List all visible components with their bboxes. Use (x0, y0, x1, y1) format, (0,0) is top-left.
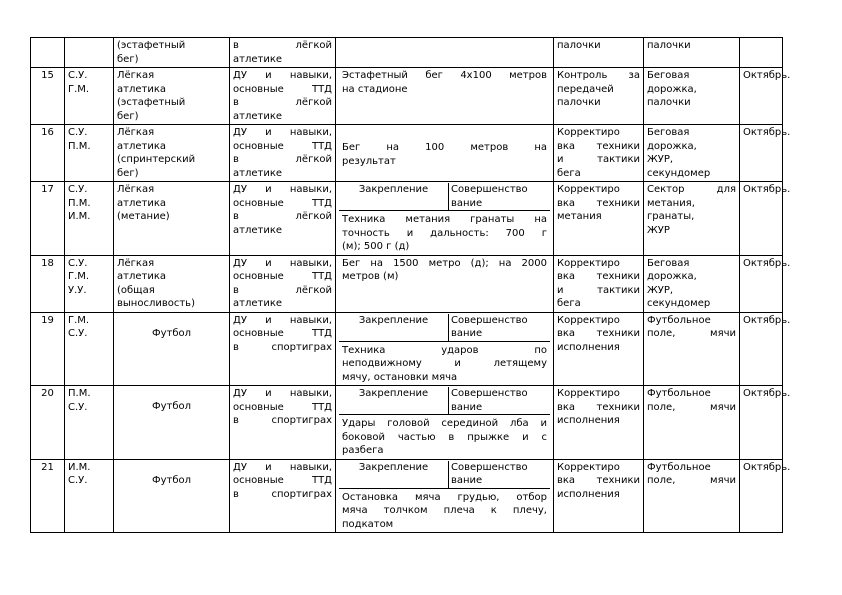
content-line: на стадионе (342, 83, 408, 95)
skill-line: ДУ и навыки, (233, 461, 332, 473)
month-label: Октябрь. (743, 257, 791, 269)
skill-line: атлетике (233, 110, 283, 122)
cell-section (114, 38, 230, 68)
improvement-text: Совершенство (451, 314, 528, 326)
section-line: Лёгкая (117, 70, 155, 81)
consolidation-label (339, 314, 449, 341)
content-line: Бег на 1500 метро (д); на 2000 (342, 257, 547, 269)
cell-month (740, 125, 791, 182)
control-line: исполнения (557, 415, 620, 426)
lesson-content (339, 491, 550, 532)
equipment-line: ЖУР, (647, 154, 674, 165)
month-label: Октябрь. (743, 70, 791, 81)
month-label: Октябрь. (743, 461, 791, 473)
skill-line: ДУ и навыки, (233, 314, 332, 326)
row-number: 17 (41, 184, 54, 195)
equipment-line: Беговая (647, 70, 690, 81)
cell-num (31, 68, 65, 125)
equipment-line: палочки (647, 40, 691, 51)
section-line: атлетика (117, 83, 166, 95)
cell-content (336, 386, 554, 460)
skill-line: в лёгкой (233, 40, 332, 51)
cell-month (740, 255, 791, 312)
cell-content (336, 38, 554, 68)
improvement-label (449, 387, 550, 414)
control-line: и тактики (557, 154, 640, 165)
team-initials: С.У. (68, 70, 88, 81)
team-initials: П.М. (68, 388, 91, 399)
team-initials: С.У. (68, 475, 88, 486)
table-row (31, 459, 783, 533)
cell-team (65, 38, 114, 68)
cell-team (65, 255, 114, 312)
table-row (31, 182, 783, 256)
section-line: Лёгкая (117, 257, 155, 269)
content-line: мячу, остановки мяча (342, 371, 458, 383)
content-line: неподвижному и летящему (342, 358, 547, 369)
team-initials: И.М. (68, 211, 91, 222)
equipment-line: Футбольное (647, 388, 711, 399)
cell-equipment (644, 125, 740, 182)
control-line: передачей (557, 83, 614, 95)
cell-control (554, 386, 644, 460)
cell-month (740, 386, 791, 460)
cell-team (65, 182, 114, 256)
equipment-line: секундомер (647, 298, 711, 309)
improvement-label (449, 314, 550, 341)
cell-equipment (644, 68, 740, 125)
control-line: Контроль за (557, 70, 640, 81)
cell-month (740, 182, 791, 256)
team-initials: Г.М. (68, 314, 90, 326)
equipment-line: дорожка, (647, 140, 697, 152)
content-line: подкатом (342, 518, 394, 530)
skill-line: в спортиграх (233, 415, 332, 426)
section-line: бег) (117, 110, 139, 122)
consolidation-text: Закрепление (358, 184, 429, 195)
improvement-label (449, 183, 550, 210)
skill-line: основные ТТД (233, 475, 332, 486)
control-line: вка техники (557, 328, 640, 339)
content-line: Бег на 100 метров на (342, 142, 547, 153)
section-line: (метание) (117, 211, 170, 222)
cell-content (336, 125, 554, 182)
control-line: палочки (557, 40, 601, 51)
cell-section (114, 459, 230, 533)
section-line: атлетика (117, 271, 166, 282)
skill-line: основные ТТД (233, 328, 332, 339)
content-line: метров (м) (342, 271, 399, 282)
equipment-line: поле, мячи (647, 475, 736, 486)
cell-team (65, 312, 114, 386)
cell-section (114, 182, 230, 256)
skill-line: атлетике (233, 298, 283, 309)
cell-content (336, 182, 554, 256)
table-row (31, 312, 783, 386)
content-line: результат (342, 155, 396, 167)
section-line: бег) (117, 167, 139, 179)
cell-equipment (644, 459, 740, 533)
row-number: 15 (41, 70, 54, 81)
content-line: Техника метания гранаты на (342, 214, 547, 225)
cell-team (65, 459, 114, 533)
control-line: вка техники (557, 271, 640, 282)
cell-control (554, 38, 644, 68)
equipment-line: Беговая (647, 257, 690, 269)
cell-skill (230, 459, 336, 533)
improvement-label (449, 461, 550, 488)
consolidation-label (339, 387, 449, 414)
cell-skill (230, 255, 336, 312)
content-line: точность и дальность: 700 г (342, 227, 547, 239)
section-line: бег) (117, 53, 139, 65)
consolidation-label (339, 461, 449, 488)
control-line: вка техники (557, 401, 640, 413)
cell-control (554, 182, 644, 256)
control-line: Корректиро (557, 184, 620, 195)
row-number: 18 (41, 257, 54, 269)
cell-control (554, 255, 644, 312)
skill-line: в спортиграх (233, 341, 332, 353)
team-initials: И.М. (68, 461, 91, 473)
control-line: вка техники (557, 140, 640, 152)
content-line: Остановка мяча грудью, отбор (342, 491, 547, 503)
row-number: 19 (41, 314, 54, 326)
lesson-content (339, 344, 550, 385)
cell-num (31, 125, 65, 182)
control-line: вка техники (557, 197, 640, 209)
lesson-content (339, 257, 550, 284)
control-line: Корректиро (557, 314, 620, 326)
control-line: исполнения (557, 488, 620, 500)
section-line: выносливость) (117, 298, 195, 309)
cell-control (554, 459, 644, 533)
equipment-line: Футбольное (647, 314, 711, 326)
control-line: вка техники (557, 475, 640, 486)
table-row (31, 386, 783, 460)
content-line: Эстафетный бег 4х100 метров (342, 70, 547, 81)
table-row (31, 125, 783, 182)
section-line: Лёгкая (117, 184, 155, 195)
cell-num (31, 38, 65, 68)
skill-line: в лёгкой (233, 97, 332, 108)
cell-content (336, 312, 554, 386)
equipment-line: гранаты, (647, 211, 695, 222)
improvement-text: Совершенство (451, 184, 528, 195)
equipment-line: дорожка, (647, 271, 697, 282)
equipment-line: дорожка, (647, 83, 697, 95)
cell-skill (230, 386, 336, 460)
cell-equipment (644, 182, 740, 256)
sub-header (339, 314, 550, 342)
sub-header (339, 183, 550, 211)
section-line: (эстафетный (117, 97, 186, 108)
row-number: 21 (41, 461, 54, 473)
cell-num (31, 255, 65, 312)
content-line: Техника ударов по (342, 344, 547, 356)
equipment-line: поле, мячи (647, 401, 736, 413)
control-line: Корректиро (557, 127, 620, 138)
skill-line: ДУ и навыки, (233, 70, 332, 81)
skill-line: основные ТТД (233, 197, 332, 209)
team-initials: С.У. (68, 257, 88, 269)
cell-control (554, 68, 644, 125)
lesson-content (339, 141, 550, 168)
cell-month (740, 459, 791, 533)
skill-line: в лёгкой (233, 211, 332, 222)
cell-month (740, 68, 791, 125)
skill-line: ДУ и навыки, (233, 184, 332, 195)
control-line: бега (557, 298, 581, 309)
cell-skill (230, 182, 336, 256)
cell-team (65, 386, 114, 460)
content-line: (м); 500 г (д) (342, 241, 410, 252)
cell-team (65, 68, 114, 125)
skill-line: ДУ и навыки, (233, 388, 332, 399)
cell-content (336, 68, 554, 125)
team-initials: С.У. (68, 184, 88, 195)
lesson-content (339, 417, 550, 458)
section-line: атлетика (117, 140, 166, 152)
skill-line: ДУ и навыки, (233, 257, 332, 269)
sub-header (339, 461, 550, 489)
skill-line: в лёгкой (233, 284, 332, 296)
skill-line: атлетике (233, 167, 283, 179)
month-label: Октябрь. (743, 184, 791, 195)
cell-section (114, 68, 230, 125)
equipment-line: поле, мячи (647, 328, 736, 339)
consolidation-text: Закрепление (358, 314, 429, 326)
skill-line: основные ТТД (233, 401, 332, 413)
improvement-text: вание (451, 475, 483, 486)
cell-skill (230, 68, 336, 125)
improvement-text: Совершенство (451, 461, 528, 473)
row-number: 20 (41, 388, 54, 399)
cell-num (31, 386, 65, 460)
section-line: Футбол (151, 474, 192, 486)
cell-control (554, 312, 644, 386)
lesson-content (339, 69, 550, 96)
equipment-line: палочки (647, 97, 691, 108)
equipment-line: Футбольное (647, 461, 711, 473)
section-line: Футбол (151, 327, 192, 339)
section-line: (общая (117, 284, 155, 296)
cell-section (114, 125, 230, 182)
control-line: бега (557, 167, 581, 179)
cell-control (554, 125, 644, 182)
team-initials: П.М. (68, 197, 91, 209)
equipment-line: Сектор для (647, 184, 736, 195)
content-line: боковой частью в прыжке и с (342, 431, 547, 443)
cell-content (336, 255, 554, 312)
cell-section (114, 312, 230, 386)
month-label: Октябрь. (743, 388, 791, 399)
cell-section (114, 386, 230, 460)
skill-line: основные ТТД (233, 83, 332, 95)
improvement-text: вание (451, 401, 483, 413)
section-line: Футбол (151, 401, 192, 412)
lesson-plan-table (30, 37, 791, 533)
control-line: Корректиро (557, 388, 620, 399)
cell-month (740, 312, 791, 386)
skill-line: атлетике (233, 224, 283, 236)
skill-line: в спортиграх (233, 488, 332, 500)
consolidation-text: Закрепление (358, 388, 429, 399)
team-initials: Г.М. (68, 271, 90, 282)
content-line: мяча толчком плеча к плечу, (342, 505, 547, 516)
control-line: метания (557, 211, 602, 222)
equipment-line: ЖУР, (647, 284, 674, 296)
improvement-text: вание (451, 197, 483, 209)
control-line: Корректиро (557, 257, 620, 269)
consolidation-label (339, 183, 449, 210)
skill-line: основные ТТД (233, 271, 332, 282)
consolidation-text: Закрепление (358, 461, 429, 473)
team-initials: С.У. (68, 401, 88, 413)
control-line: палочки (557, 97, 601, 108)
team-initials: Г.М. (68, 83, 90, 95)
cell-skill (230, 38, 336, 68)
content-line: разбега (342, 445, 384, 456)
skill-line: в лёгкой (233, 154, 332, 165)
equipment-line: Беговая (647, 127, 690, 138)
cell-section (114, 255, 230, 312)
skill-line: ДУ и навыки, (233, 127, 332, 138)
equipment-line: метания, (647, 197, 695, 209)
row-number: 16 (41, 127, 54, 138)
month-label: Октябрь. (743, 314, 791, 326)
section-line: (эстафетный (117, 40, 186, 51)
team-initials: С.У. (68, 127, 88, 138)
equipment-line: ЖУР (647, 224, 670, 236)
cell-content (336, 459, 554, 533)
content-line: Удары головой серединой лба и (342, 418, 547, 429)
sub-header (339, 387, 550, 415)
improvement-text: Совершенство (451, 388, 528, 399)
cell-num (31, 459, 65, 533)
team-initials: С.У. (68, 328, 88, 339)
section-line: атлетика (117, 197, 166, 209)
improvement-text: вание (451, 328, 483, 339)
cell-num (31, 182, 65, 256)
section-line: Лёгкая (117, 127, 155, 138)
cell-month (740, 38, 783, 68)
lesson-content (339, 213, 550, 254)
cell-skill (230, 125, 336, 182)
month-label: Октябрь. (743, 127, 791, 138)
control-line: и тактики (557, 284, 640, 296)
cell-equipment (644, 312, 740, 386)
control-line: исполнения (557, 341, 620, 353)
section-line: (спринтерский (117, 154, 196, 165)
cell-skill (230, 312, 336, 386)
cell-num (31, 312, 65, 386)
equipment-line: секундомер (647, 167, 711, 179)
skill-line: основные ТТД (233, 140, 332, 152)
cell-team (65, 125, 114, 182)
team-initials: П.М. (68, 140, 91, 152)
cell-equipment (644, 386, 740, 460)
team-initials: У.У. (68, 284, 87, 296)
table-row (31, 38, 783, 68)
table-row (31, 255, 783, 312)
skill-line: атлетике (233, 53, 283, 65)
cell-equipment (644, 38, 740, 68)
cell-equipment (644, 255, 740, 312)
table-row (31, 68, 783, 125)
control-line: Корректиро (557, 461, 620, 473)
